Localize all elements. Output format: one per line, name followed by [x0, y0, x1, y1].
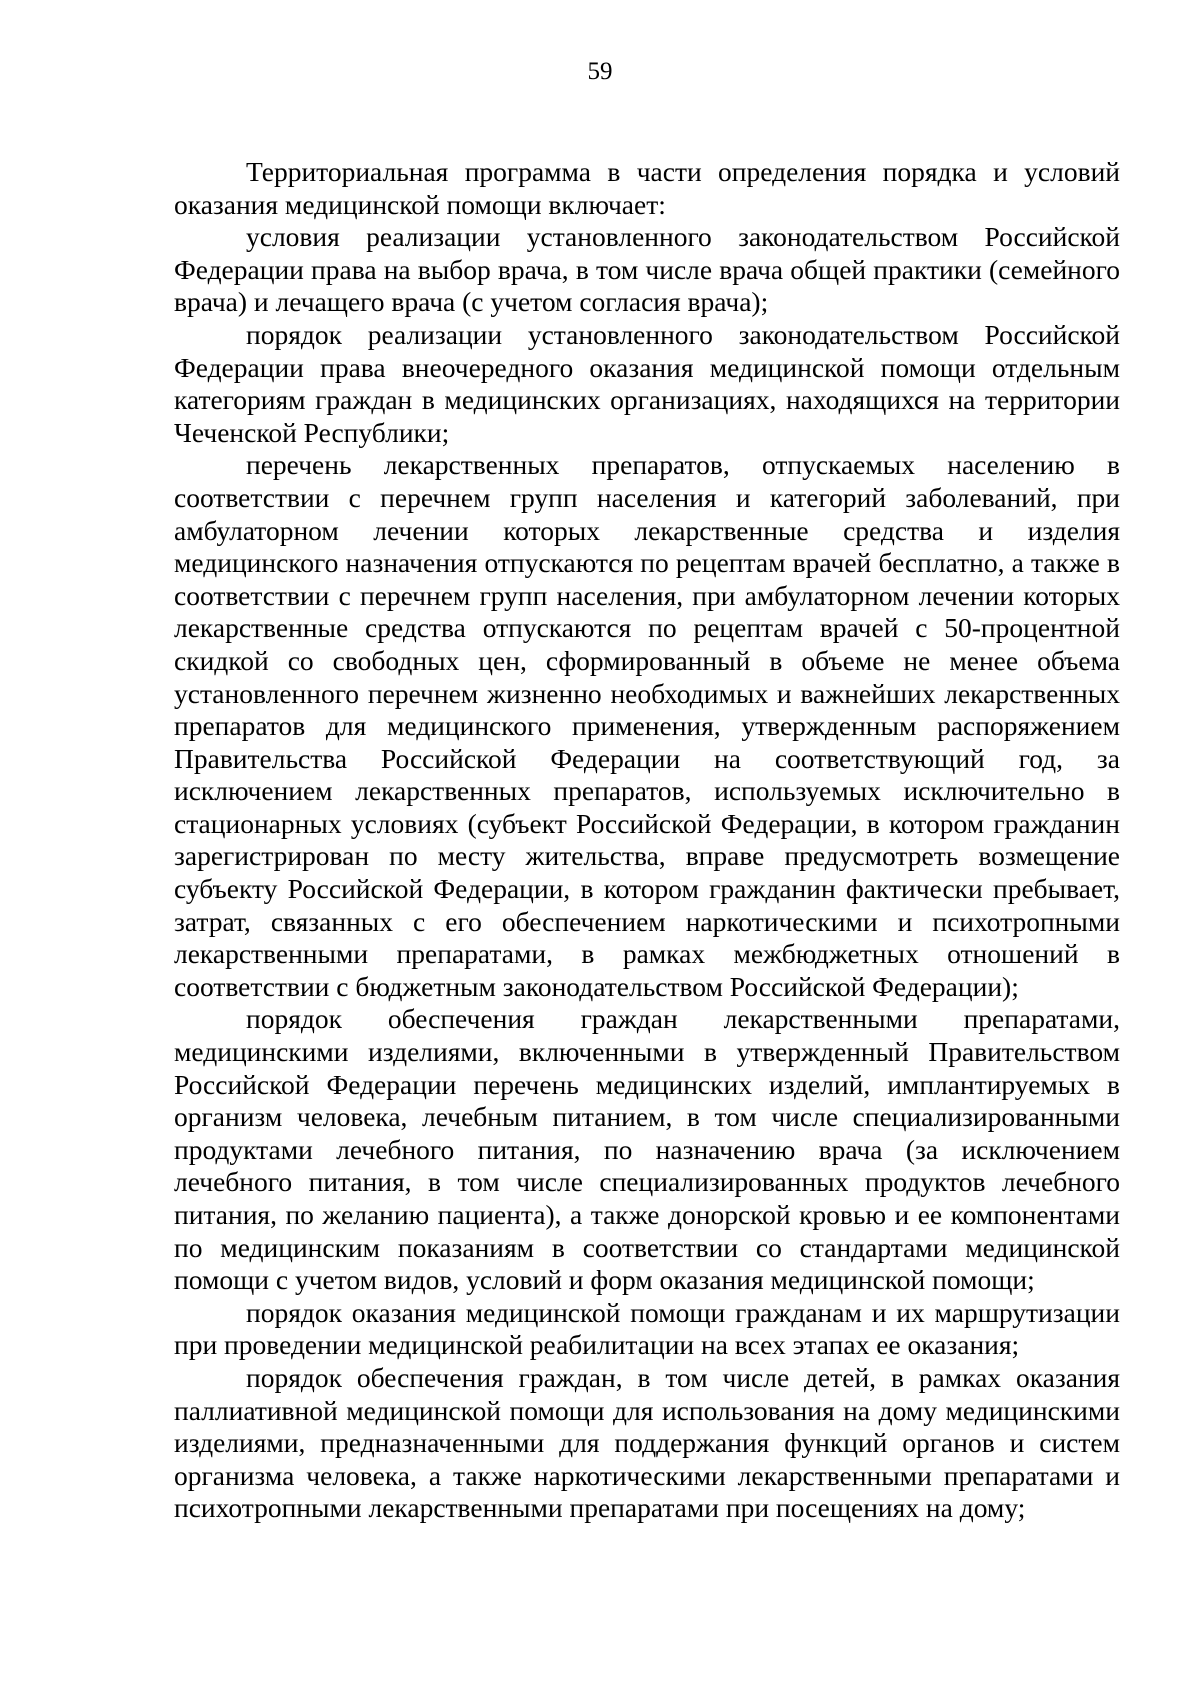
paragraph-supply-procedure: порядок обеспечения граждан лекарственными препаратами, медицинскими изделиями, включенными в утвержденный Правительством Российской Федерации перечень медицинских изделий, имплантируемых в организм человека, лечебным питанием, в том числе специализированными продуктами лечебного питания, по назначению врача (за исключением лечебного питания, в том числе специализированных продуктов лечебного питания, по желанию пациента), а также донорской кровью и ее компонентами по медицинским показаниям в соответствии со стандартами медицинской помощи с учетом видов, условий и форм оказания медицинской помощи; — [174, 1003, 1120, 1296]
paragraph-palliative-care: порядок обеспечения граждан, в том числе детей, в рамках оказания паллиативной медицинской помощи для использования на дому медицинскими изделиями, предназначенными для поддержания функций органов и систем организма человека, а также наркотическими лекарственными препаратами и психотропными лекарственными препаратами при посещениях на дому; — [174, 1361, 1120, 1524]
paragraph-drug-list: перечень лекарственных препаратов, отпускаемых населению в соответствии с перечнем групп населения и категорий заболеваний, при амбулаторном лечении которых лекарственные средства и изделия медицинского назначения отпускаются по рецептам врачей бесплатно, а также в соответствии с перечнем групп населения, при амбулаторном лечении которых лекарственные средства отпускаются по рецептам врачей с 50-процентной скидкой со свободных цен, сформированный в объеме не менее объема установленного перечнем жизненно необходимых и важнейших лекарственных препаратов для медицинского применения, утвержденным распоряжением Правительства Российской Федерации на соответствующий год, за исключением лекарственных препаратов, используемых исключительно в стационарных условиях (субъект Российской Федерации, в котором гражданин зарегистрирован по месту жительства, вправе предусмотреть возмещение субъекту Российской Федерации, в котором гражданин фактически пребывает, затрат, связанных с его обеспечением наркотическими и психотропными лекарственными препаратами, в рамках межбюджетных отношений в соответствии с бюджетным законодательством Российской Федерации); — [174, 449, 1120, 1002]
page-number: 59 — [587, 58, 613, 85]
paragraph-rehabilitation: порядок оказания медицинской помощи гражданам и их маршрутизации при проведении медицинской реабилитации на всех этапах ее оказания; — [174, 1296, 1120, 1361]
paragraph-intro: Территориальная программа в части определения порядка и условий оказания медицинской помощи включает: — [174, 156, 1120, 220]
paragraph-priority-care: порядок реализации установленного законодательством Российской Федерации права внеочередного оказания медицинской помощи отдельным категориям граждан в медицинских организациях, находящихся на территории Чеченской Республики; — [174, 318, 1120, 448]
document-body — [174, 156, 1120, 1525]
paragraph-choice-of-doctor: условия реализации установленного законодательством Российской Федерации права на выбор врача, в том числе врача общей практики (семейного врача) и лечащего врача (с учетом согласия врача); — [174, 221, 1120, 318]
